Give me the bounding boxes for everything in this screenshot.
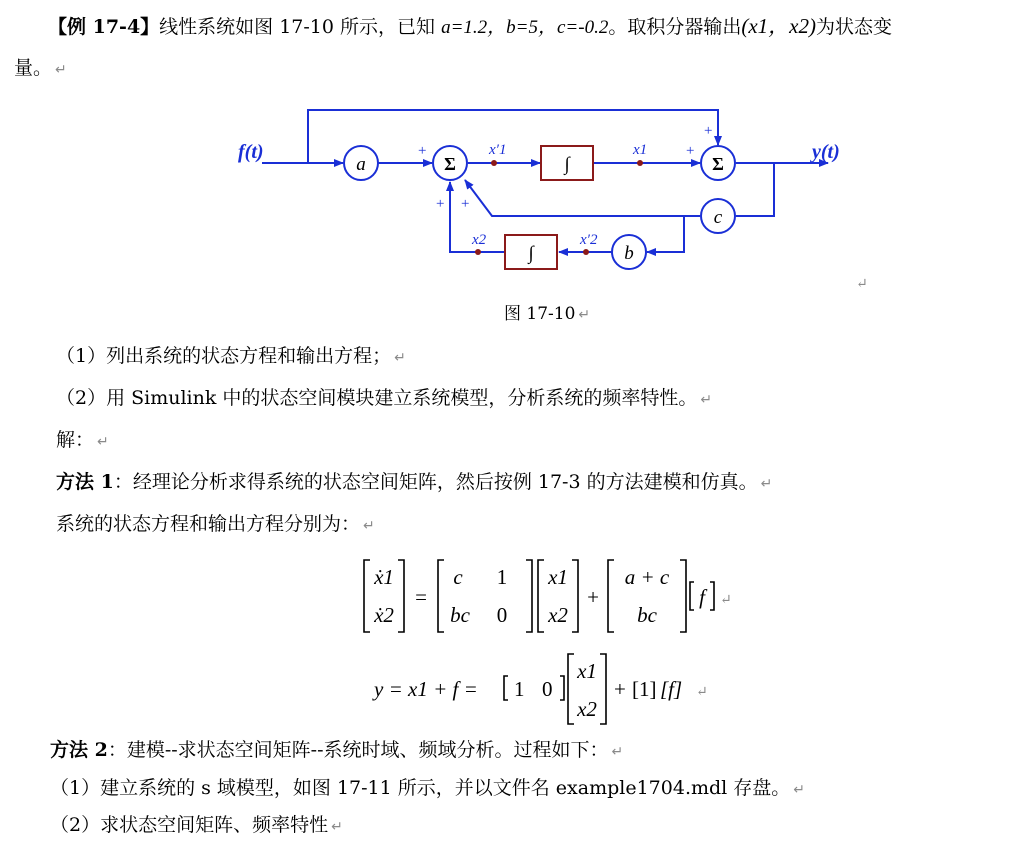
lhs-x2dot: ẋ2 [374,603,394,627]
x-vec-1: x1 [548,565,568,589]
block-diagram [0,0,1036,300]
plus-sign: + [587,585,599,609]
sum1-plus-feedback: + [461,196,470,212]
out-u: [f] [660,677,683,701]
method-2-label: 方法 2 [50,739,108,761]
paragraph-mark: ↵ [793,782,806,798]
sum2-symbol: Σ [712,154,724,174]
x1-prime-label: x′1 [489,142,507,158]
a21: bc [450,603,470,627]
b2: bc [637,603,657,627]
paragraph-mark: ↵ [55,62,67,78]
title-text-b: 。取积分器输出 [608,16,742,38]
paragraph-mark: ↵ [720,593,732,608]
solution-label [56,428,109,454]
gain-c-label: c [713,207,723,228]
title-text-c: 为状态变 [815,16,892,38]
sum2-plus-top: + [704,123,713,139]
paragraph-mark: ↵ [700,392,713,408]
c2: 0 [542,677,553,701]
paragraph-mark: ↵ [394,350,406,366]
x-vec-2: x2 [548,603,568,627]
gain-a-label: a [356,154,366,175]
sum1-plus-left: + [418,143,427,159]
paragraph-mark: ↵ [331,819,343,835]
d-term: [1] [632,677,657,701]
paragraph-mark: ↵ [760,476,773,492]
paragraph-mark: ↵ [578,307,591,323]
method-1 [56,470,772,496]
step-2-text: （2）求状态空间矩阵、频率特性 [50,814,329,836]
method-1-text: ：经理论分析求得系统的状态空间矩阵，然后按例 17-3 的方法建模和仿真。 [113,471,758,493]
method-2-text: ：建模--求状态空间矩阵--系统时域、频域分析。过程如下： [107,739,609,761]
node-x2-prime [583,249,589,255]
a11: c [453,565,463,589]
param-c: c=-0.2 [556,17,609,38]
paragraph-mark: ↵ [97,434,109,450]
out-plus: + [614,677,626,701]
equations-intro-text: 系统的状态方程和输出方程分别为： [56,513,361,535]
step-1-text: （1）建立系统的 s 域模型，如图 17-11 所示，并以文件名 example1704.mdl 存盘。 [50,777,791,799]
caption-text: 图 17-10 [504,304,576,324]
integrator2-symbol: ∫ [528,243,534,264]
a22: 0 [496,603,508,627]
equations-intro [56,512,375,538]
sum2-block [701,146,735,180]
question-2-text: （2）用 Simulink 中的状态空间模块建立系统模型，分析系统的频率特性。 [56,387,698,409]
a12: 1 [496,565,508,589]
x2-prime-label: x′2 [580,232,598,248]
sum1-symbol: Σ [444,154,456,174]
input-label: f(t) [238,141,264,163]
c1: 1 [514,677,525,701]
out-x-1: x1 [577,659,597,683]
sum2-plus-left: + [686,143,695,159]
param-a: a=1.2， [441,17,507,38]
example-label: 【例 17-4】 [48,16,160,38]
step-1 [50,776,805,802]
state-pair: (x1，x2) [741,14,816,38]
figure-caption [504,302,590,327]
node-x1-prime [491,160,497,166]
lhs-x1dot: ẋ1 [374,565,394,589]
gain-a-block [344,146,378,180]
output-lhs: y = x1 + f = [374,677,478,701]
integrator1-block [541,146,593,180]
solution-text: 解： [56,429,95,451]
question-2 [56,386,712,412]
question-1-text: （1）列出系统的状态方程和输出方程； [56,345,392,367]
question-1 [56,344,406,370]
figure-paragraph-mark: ↵ [856,277,868,292]
node-x1 [637,160,643,166]
integrator2-block [505,235,557,269]
wire-c-to-sum1 [465,180,700,216]
equals-sign: = [415,585,427,609]
sum1-block [433,146,467,180]
param-b: b=5， [506,17,557,38]
method-2 [50,738,623,764]
node-x2 [475,249,481,255]
gain-b-label: b [624,243,634,264]
out-x-2: x2 [577,697,597,721]
u-f: f [699,585,705,609]
output-label: y(t) [812,141,840,163]
output-equation [370,650,730,730]
method-1-label: 方法 1 [56,471,114,493]
gain-b-block [612,235,646,269]
sum1-plus-bottom: + [436,196,445,212]
state-equation [340,552,760,642]
title-text-a: 线性系统如图 17-10 所示，已知 [159,16,442,38]
wire-c-to-b [647,216,684,252]
step-2 [50,813,343,839]
gain-c-block [701,199,735,233]
wire-output-to-c [736,163,774,216]
paragraph-mark: ↵ [696,685,708,700]
paragraph-mark: ↵ [611,744,624,760]
x2-label: x2 [472,232,487,248]
integrator1-symbol: ∫ [564,154,570,175]
b1: a + c [624,565,670,589]
x1-label: x1 [633,142,648,158]
paragraph-mark: ↵ [363,518,375,534]
title-text-cont: 量。 [14,57,53,79]
